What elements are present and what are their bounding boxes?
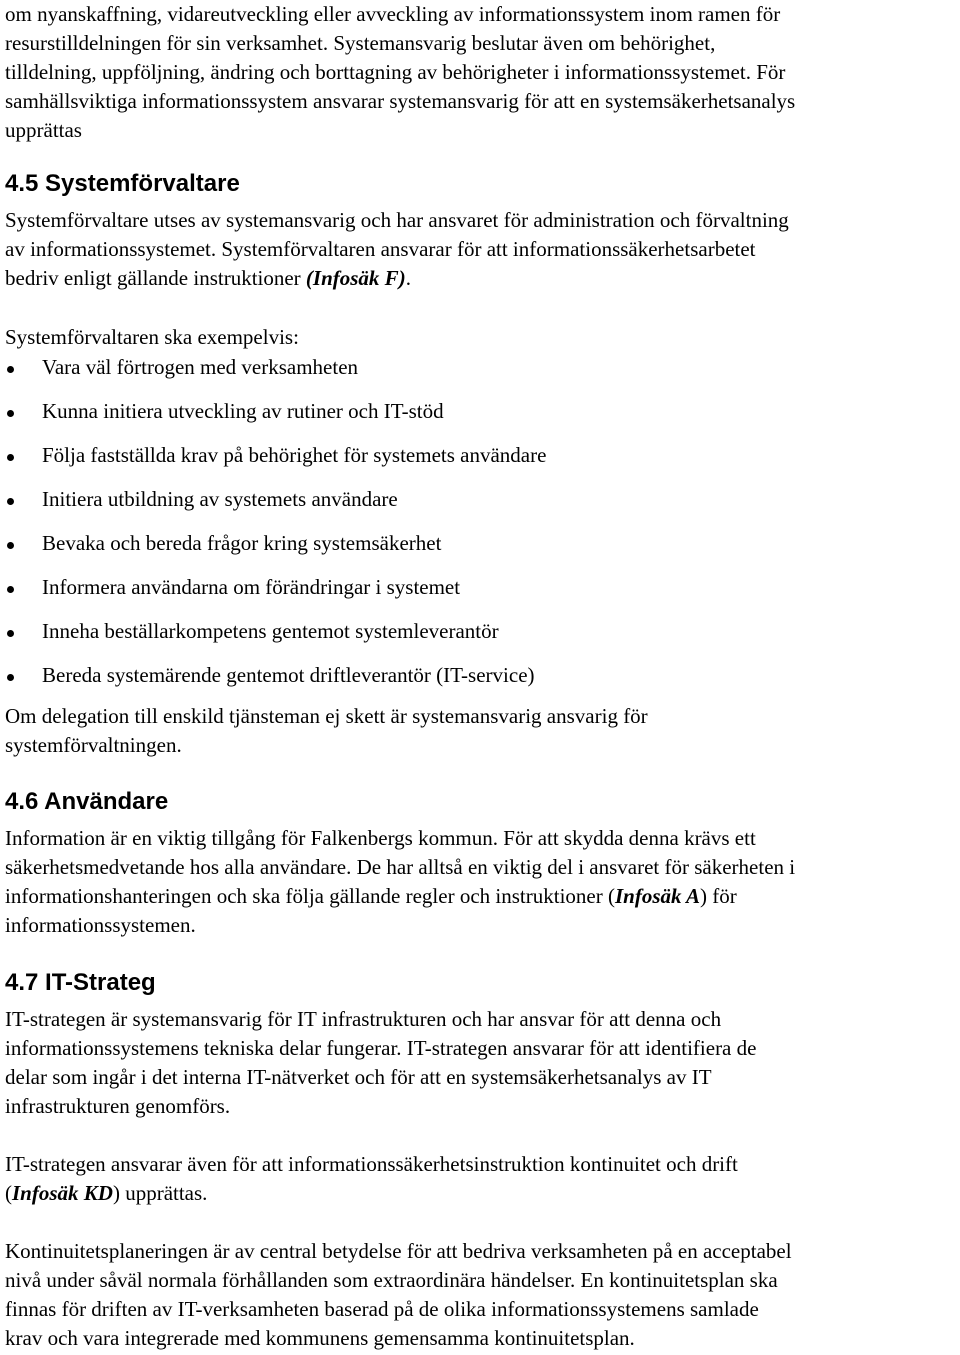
list-item-text: Informera användarna om förändringar i systemet <box>42 575 461 599</box>
bullet-icon <box>7 674 14 681</box>
intro-line-4: samhällsviktiga informationssystem ansvarar systemansvarig för att en systemsäkerhetsanalys <box>5 89 796 113</box>
s45-p1-line-3 <box>5 268 411 289</box>
bullet-icon <box>7 586 14 593</box>
list-item <box>0 665 960 693</box>
s45-p2-line-1: Om delegation till enskild tjänsteman ej skett är systemansvarig ansvarig för <box>5 704 648 728</box>
reference-infosak-a: Infosäk A <box>614 884 700 908</box>
reference-infosak-kd: Infosäk KD <box>12 1181 113 1205</box>
s47-p3-line-4: krav och vara integrerade med kommunens gemensamma kontinuitetsplan. <box>5 1326 635 1350</box>
s46-line-3 <box>5 886 737 907</box>
list-item-text: Följa fastställda krav på behörighet för systemets användare <box>42 443 547 467</box>
intro-line-5: upprättas <box>5 118 82 142</box>
s47-p2-open-paren: ( <box>5 1181 12 1205</box>
bullet-icon <box>7 630 14 637</box>
s47-p2-line-2 <box>5 1183 207 1204</box>
s46-line-1: Information är en viktig tillgång för Falkenbergs kommun. För att skydda denna krävs ett <box>5 826 756 850</box>
list-item <box>0 489 960 517</box>
list-item <box>0 357 960 385</box>
s45-p1-line-2: av informationssystemet. Systemförvaltaren ansvarar för att informationssäkerhetsarbetet <box>5 237 756 261</box>
list-item <box>0 577 960 605</box>
reference-infosak-f: (Infosäk F) <box>305 266 406 290</box>
s47-p3-line-1: Kontinuitetsplaneringen är av central betydelse för att bedriva verksamheten på en acceptabel <box>5 1239 792 1263</box>
s47-p3-line-3: finnas för driften av IT-verksamheten baserad på de olika informationssystemens samlade <box>5 1297 759 1321</box>
s46-line-3-text: informationshanteringen och ska följa gällande regler och instruktioner ( <box>5 884 615 908</box>
s45-p2-line-2: systemförvaltningen. <box>5 733 182 757</box>
s47-p1-line-4: infrastrukturen genomförs. <box>5 1094 231 1118</box>
s46-line-2: säkerhetsmedvetande hos alla användare. De har alltså en viktig del i ansvaret för säkerheten i <box>5 855 796 879</box>
list-item-text: Initiera utbildning av systemets användare <box>42 487 398 511</box>
s47-p2-line-1: IT-strategen ansvarar även för att informationssäkerhetsinstruktion kontinuitet och drift <box>5 1152 738 1176</box>
section-heading-4-5: 4.5 Systemförvaltare <box>5 170 240 197</box>
list-item <box>0 621 960 649</box>
bullet-icon <box>7 542 14 549</box>
s47-p3-line-2: nivå under såväl normala förhållanden som extraordinära händelser. En kontinuitetsplan ska <box>5 1268 778 1292</box>
intro-line-1: om nyanskaffning, vidareutveckling eller avveckling av informationssystem inom ramen för <box>5 2 781 26</box>
s47-p1-line-3: delar som ingår i det interna IT-nätverket och för att en systemsäkerhetsanalys av IT <box>5 1065 712 1089</box>
s47-p1-line-2: informationssystemens tekniska delar fungerar. IT-strategen ansvarar för att identifiera de <box>5 1036 757 1060</box>
list-item-text: Bereda systemärende gentemot driftleverantör (IT-service) <box>42 663 535 687</box>
list-item-text: Bevaka och bereda frågor kring systemsäkerhet <box>42 531 442 555</box>
s47-p2-line-2-end: ) upprättas. <box>112 1181 208 1205</box>
list-item-text: Inneha beställarkompetens gentemot systemleverantör <box>42 619 499 643</box>
s46-line-4: informationssystemen. <box>5 913 196 937</box>
s45-p1-line-3-end: . <box>405 266 411 290</box>
bullet-icon <box>7 454 14 461</box>
bullet-icon <box>7 366 14 373</box>
intro-line-2: resurstilldelningen för sin verksamhet. Systemansvarig beslutar även om behörighet, <box>5 31 716 55</box>
s47-p1-line-1: IT-strategen är systemansvarig för IT infrastrukturen och har ansvar för att denna och <box>5 1007 722 1031</box>
list-item-text: Kunna initiera utveckling av rutiner och IT-stöd <box>42 399 444 423</box>
bullet-icon <box>7 410 14 417</box>
s45-p1-line-3-text: bedriv enligt gällande instruktioner <box>5 266 306 290</box>
list-item <box>0 533 960 561</box>
intro-line-3: tilldelning, uppföljning, ändring och borttagning av behörigheter i informationssystemet. För <box>5 60 786 84</box>
section-heading-4-6: 4.6 Användare <box>5 788 169 815</box>
list-item <box>0 445 960 473</box>
list-item-text: Vara väl förtrogen med verksamheten <box>42 355 359 379</box>
s46-line-3-end: ) för <box>699 884 737 908</box>
s45-list-intro: Systemförvaltaren ska exempelvis: <box>5 325 299 349</box>
section-heading-4-7: 4.7 IT-Strateg <box>5 969 156 996</box>
bullet-icon <box>7 498 14 505</box>
s45-p1-line-1: Systemförvaltare utses av systemansvarig och har ansvaret för administration och förvaltning <box>5 208 789 232</box>
list-item <box>0 401 960 429</box>
